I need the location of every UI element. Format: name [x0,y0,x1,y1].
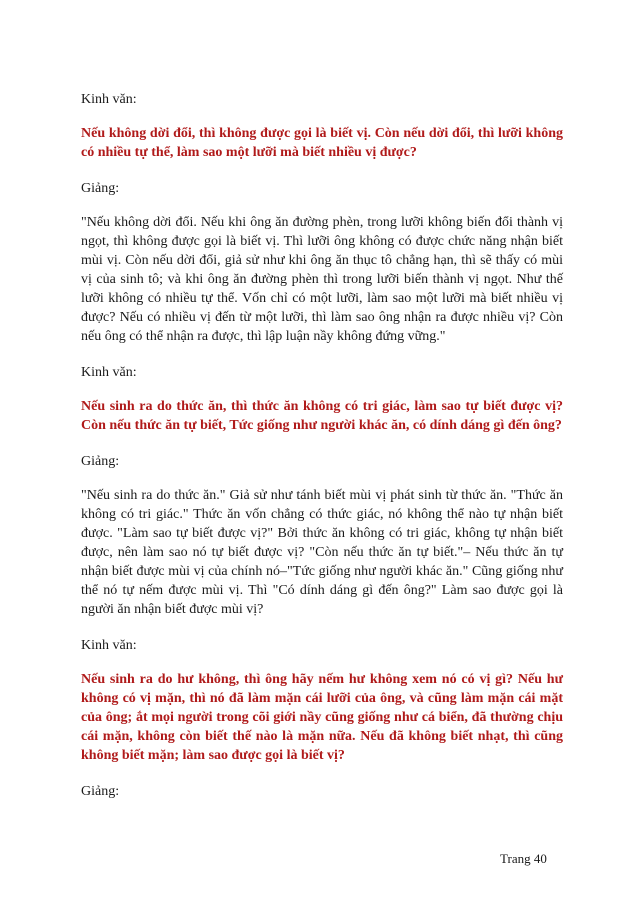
section-label: Kinh văn: [81,92,137,107]
commentary-paragraph: "Nếu sinh ra do thức ăn." Giả sử như tánh biết mùi vị phát sinh từ thức ăn. "Thức ăn không có tri giác." Thức ăn vốn chẳng có thức giác, nó không thể nào tự nhận biết được. "Làm sao tự biết được vị?" Bởi thức ăn không có tri giác, không tự nhận biết được, nên làm sao nó tự biết được vị? "Còn nếu thức ăn tự biết."– Nếu thức ăn tự nhận biết được mùi vị của chính nó–"Tức giống như người khác ăn." Cũng giống như thể nó tự nếm được mùi vị. Thì "Có dính dáng gì đến ông?" Làm sao được gọi là người ăn nhận biết được mùi vị? [81,488,563,617]
document-page [81,90,563,816]
page-number: Trang 40 [500,851,547,866]
sutra-verse: Nếu không dời đổi, thì không được gọi là biết vị. Còn nếu dời đổi, thì lưỡi không có nhiều tự thể, làm sao một lưỡi mà biết nhiều vị được? [81,126,563,160]
section-label: Giảng: [81,181,120,196]
sutra-verse: Nếu sinh ra do hư không, thì ông hãy nếm hư không xem nó có vị gì? Nếu hư không có vị mặn, thì nó đã làm mặn cái lưỡi của ông, và cũng làm mặn cái mặt của ông; ắt mọi người trong cõi giới nầy cũng giống như cá biển, đã thường chịu cái mặn, không còn biết thế nào là mặn nữa. Nếu đã không biết nhạt, thì cũng không biết mặn; làm sao được gọi là biết vị? [81,672,563,763]
sutra-verse: Nếu sinh ra do thức ăn, thì thức ăn không có tri giác, làm sao tự biết được vị? Còn nếu thức ăn tự biết, Tức giống như người khác ăn, có dính dáng gì đến ông? [81,399,563,433]
commentary-paragraph: "Nếu không dời đổi. Nếu khi ông ăn đường phèn, trong lưỡi không biến đổi thành vị ngọt, thì không được gọi là biết vị. Thì lưỡi ông không có được chức năng nhận biết mùi vị. Còn nếu dời đổi, giả sử như khi ông ăn thục tô chẳng hạn, thì sẽ thấy có mùi vị của sinh tô; và khi ông ăn đường phèn thì trong lưỡi biến thành vị ngọt. Như thế lưỡi không có nhiều tự thể. Vốn chỉ có một lưỡi, làm sao một lưỡi mà biết nhiều vị được? Nếu có nhiều vị đến từ một lưỡi, thì làm sao ông nhận ra được nhiều vị? Còn nếu ông có thể nhận ra được, thì lập luận nầy không đứng vững." [81,215,563,344]
section-label: Giảng: [81,784,120,799]
section-label: Giảng: [81,454,120,469]
section-label: Kinh văn: [81,365,137,380]
section-label: Kinh văn: [81,638,137,653]
